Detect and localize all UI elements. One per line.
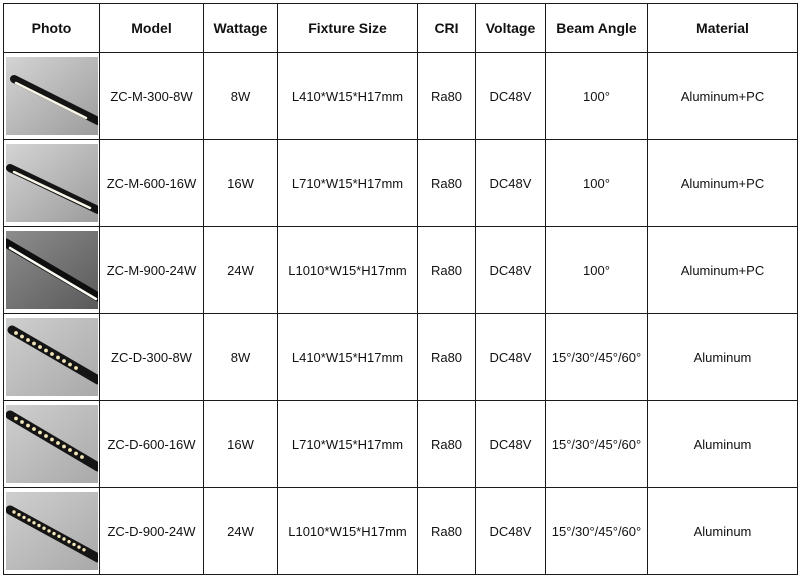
beam-angle-cell: 100° bbox=[546, 53, 648, 140]
material-cell: Aluminum bbox=[648, 488, 798, 575]
photo-cell bbox=[4, 140, 100, 227]
beam-angle-cell: 15°/30°/45°/60° bbox=[546, 488, 648, 575]
dot-light-photo bbox=[6, 405, 98, 483]
fixture-size-cell: L1010*W15*H17mm bbox=[278, 488, 418, 575]
voltage-cell: DC48V bbox=[476, 227, 546, 314]
cri-cell: Ra80 bbox=[418, 401, 476, 488]
fixture-size-cell: L710*W15*H17mm bbox=[278, 140, 418, 227]
fixture-size-cell: L410*W15*H17mm bbox=[278, 314, 418, 401]
fixture-size-cell: L1010*W15*H17mm bbox=[278, 227, 418, 314]
beam-angle-cell: 15°/30°/45°/60° bbox=[546, 401, 648, 488]
table-row bbox=[4, 53, 798, 140]
table-row bbox=[4, 140, 798, 227]
voltage-cell: DC48V bbox=[476, 314, 546, 401]
wattage-cell: 8W bbox=[204, 53, 278, 140]
material-cell: Aluminum bbox=[648, 401, 798, 488]
header-wattage: Wattage bbox=[204, 4, 278, 53]
photo-cell bbox=[4, 227, 100, 314]
cri-cell: Ra80 bbox=[418, 227, 476, 314]
material-cell: Aluminum+PC bbox=[648, 227, 798, 314]
wattage-cell: 16W bbox=[204, 401, 278, 488]
dot-light-photo bbox=[6, 492, 98, 570]
model-cell: ZC-M-300-8W bbox=[100, 53, 204, 140]
header-voltage: Voltage bbox=[476, 4, 546, 53]
table-row bbox=[4, 488, 798, 575]
spec-table bbox=[3, 3, 798, 575]
linear-light-photo bbox=[6, 144, 98, 222]
photo-cell bbox=[4, 488, 100, 575]
header-fixture-size: Fixture Size bbox=[278, 4, 418, 53]
photo-cell bbox=[4, 53, 100, 140]
model-cell: ZC-D-600-16W bbox=[100, 401, 204, 488]
beam-angle-cell: 100° bbox=[546, 227, 648, 314]
model-cell: ZC-M-900-24W bbox=[100, 227, 204, 314]
fixture-size-cell: L710*W15*H17mm bbox=[278, 401, 418, 488]
wattage-cell: 24W bbox=[204, 488, 278, 575]
header-material: Material bbox=[648, 4, 798, 53]
linear-light-photo bbox=[6, 231, 98, 309]
header-photo: Photo bbox=[4, 4, 100, 53]
cri-cell: Ra80 bbox=[418, 314, 476, 401]
wattage-cell: 16W bbox=[204, 140, 278, 227]
header-beam-angle: Beam Angle bbox=[546, 4, 648, 53]
model-cell: ZC-D-900-24W bbox=[100, 488, 204, 575]
table-row bbox=[4, 314, 798, 401]
linear-light-photo bbox=[6, 57, 98, 135]
header-model: Model bbox=[100, 4, 204, 53]
wattage-cell: 24W bbox=[204, 227, 278, 314]
cri-cell: Ra80 bbox=[418, 53, 476, 140]
cri-cell: Ra80 bbox=[418, 488, 476, 575]
header-row bbox=[4, 4, 798, 53]
header-cri: CRI bbox=[418, 4, 476, 53]
dot-light-photo bbox=[6, 318, 98, 396]
photo-cell bbox=[4, 314, 100, 401]
table-row bbox=[4, 227, 798, 314]
cri-cell: Ra80 bbox=[418, 140, 476, 227]
table-row bbox=[4, 401, 798, 488]
voltage-cell: DC48V bbox=[476, 401, 546, 488]
photo-cell bbox=[4, 401, 100, 488]
beam-angle-cell: 15°/30°/45°/60° bbox=[546, 314, 648, 401]
voltage-cell: DC48V bbox=[476, 488, 546, 575]
model-cell: ZC-M-600-16W bbox=[100, 140, 204, 227]
material-cell: Aluminum+PC bbox=[648, 53, 798, 140]
wattage-cell: 8W bbox=[204, 314, 278, 401]
voltage-cell: DC48V bbox=[476, 140, 546, 227]
material-cell: Aluminum+PC bbox=[648, 140, 798, 227]
model-cell: ZC-D-300-8W bbox=[100, 314, 204, 401]
material-cell: Aluminum bbox=[648, 314, 798, 401]
beam-angle-cell: 100° bbox=[546, 140, 648, 227]
fixture-size-cell: L410*W15*H17mm bbox=[278, 53, 418, 140]
voltage-cell: DC48V bbox=[476, 53, 546, 140]
